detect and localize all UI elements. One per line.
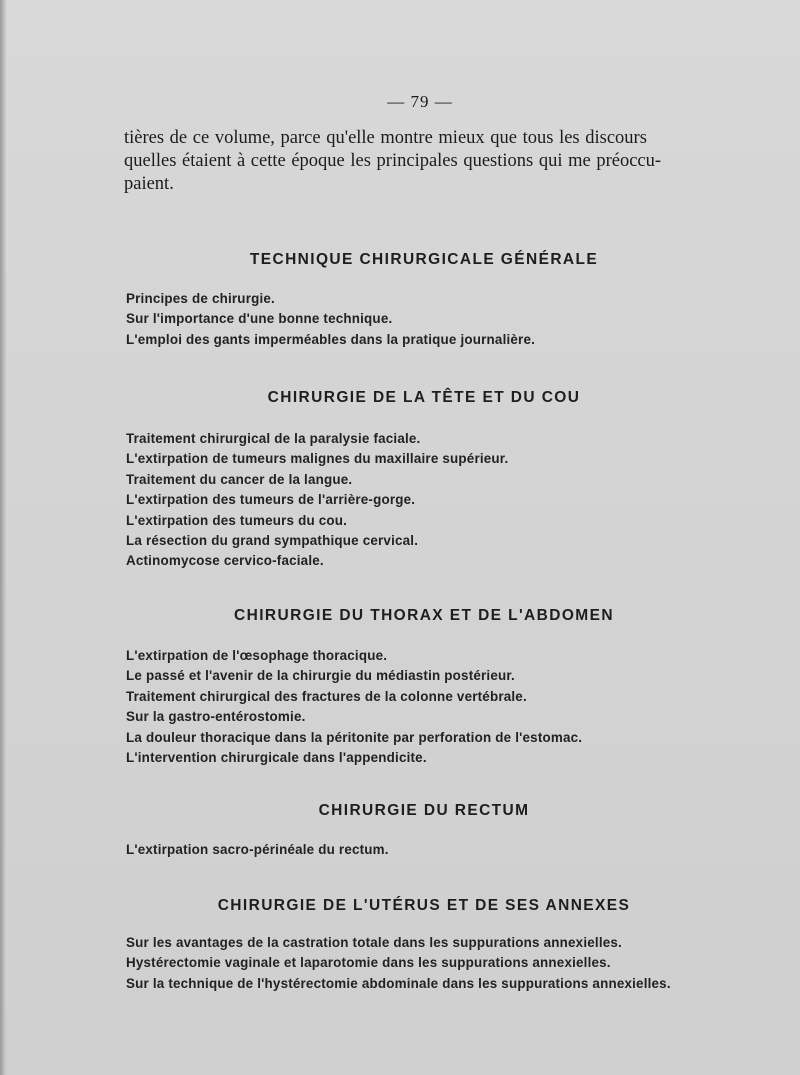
list-item: La résection du grand sympathique cervical. <box>126 533 419 549</box>
list-item: Traitement chirurgical de la paralysie faciale. <box>126 431 421 446</box>
intro-paragraph <box>124 127 724 196</box>
intro-line: quelles étaient à cette époque les principales questions qui me préoccu- <box>124 151 662 171</box>
list-item: La douleur thoracique dans la péritonite par perforation de l'estomac. <box>126 729 583 745</box>
list-item: Traitement du cancer de la langue. <box>126 471 353 487</box>
list-item: L'extirpation de l'œsophage thoracique. <box>126 648 388 663</box>
section-title-technique-generale: TECHNIQUE CHIRURGICALE GÉNÉRALE <box>249 251 599 268</box>
list-item: L'emploi des gants imperméables dans la pratique journalière. <box>126 331 536 347</box>
list-item: Actinomycose cervico-faciale. <box>126 553 324 569</box>
list-item: L'extirpation des tumeurs du cou. <box>126 512 348 528</box>
section-list-thorax-abdomen <box>126 646 766 768</box>
list-item: Hystérectomie vaginale et laparotomie dans les suppurations annexielles. <box>126 955 611 971</box>
section-list-technique-generale <box>126 289 766 350</box>
section-title-tete-cou: CHIRURGIE DE LA TÊTE ET DU COU <box>267 389 581 406</box>
list-item: L'extirpation de tumeurs malignes du maxillaire supérieur. <box>126 451 509 467</box>
section-title-rectum: CHIRURGIE DU RECTUM <box>318 802 530 819</box>
list-item: Sur l'importance d'une bonne technique. <box>126 311 393 327</box>
list-item: Traitement chirurgical des fractures de la colonne vertébrale. <box>126 688 527 704</box>
list-item: L'intervention chirurgicale dans l'appendicite. <box>126 750 427 766</box>
section-list-uterus-annexes <box>126 933 766 994</box>
intro-line: paient. <box>124 174 174 194</box>
page-number: — 79 — <box>387 92 453 111</box>
page-edge-shadow <box>0 0 6 1075</box>
list-item: Principes de chirurgie. <box>126 291 275 306</box>
section-title-thorax-abdomen: CHIRURGIE DU THORAX ET DE L'ABDOMEN <box>234 607 614 624</box>
list-item: L'extirpation des tumeurs de l'arrière-gorge. <box>126 492 416 508</box>
list-item: Sur les avantages de la castration totale dans les suppurations annexielles. <box>126 935 622 950</box>
list-item: Sur la technique de l'hystérectomie abdominale dans les suppurations annexielles. <box>126 975 671 991</box>
list-item: L'extirpation sacro-périnéale du rectum. <box>126 842 389 857</box>
section-list-rectum <box>126 840 766 860</box>
list-item: Sur la gastro-entérostomie. <box>126 709 306 725</box>
intro-line: tières de ce volume, parce qu'elle montre mieux que tous les discours <box>124 128 647 148</box>
section-title-uterus-annexes: CHIRURGIE DE L'UTÉRUS ET DE SES ANNEXES <box>217 897 631 914</box>
list-item: Le passé et l'avenir de la chirurgie du médiastin postérieur. <box>126 668 515 684</box>
section-list-tete-cou <box>126 429 766 572</box>
